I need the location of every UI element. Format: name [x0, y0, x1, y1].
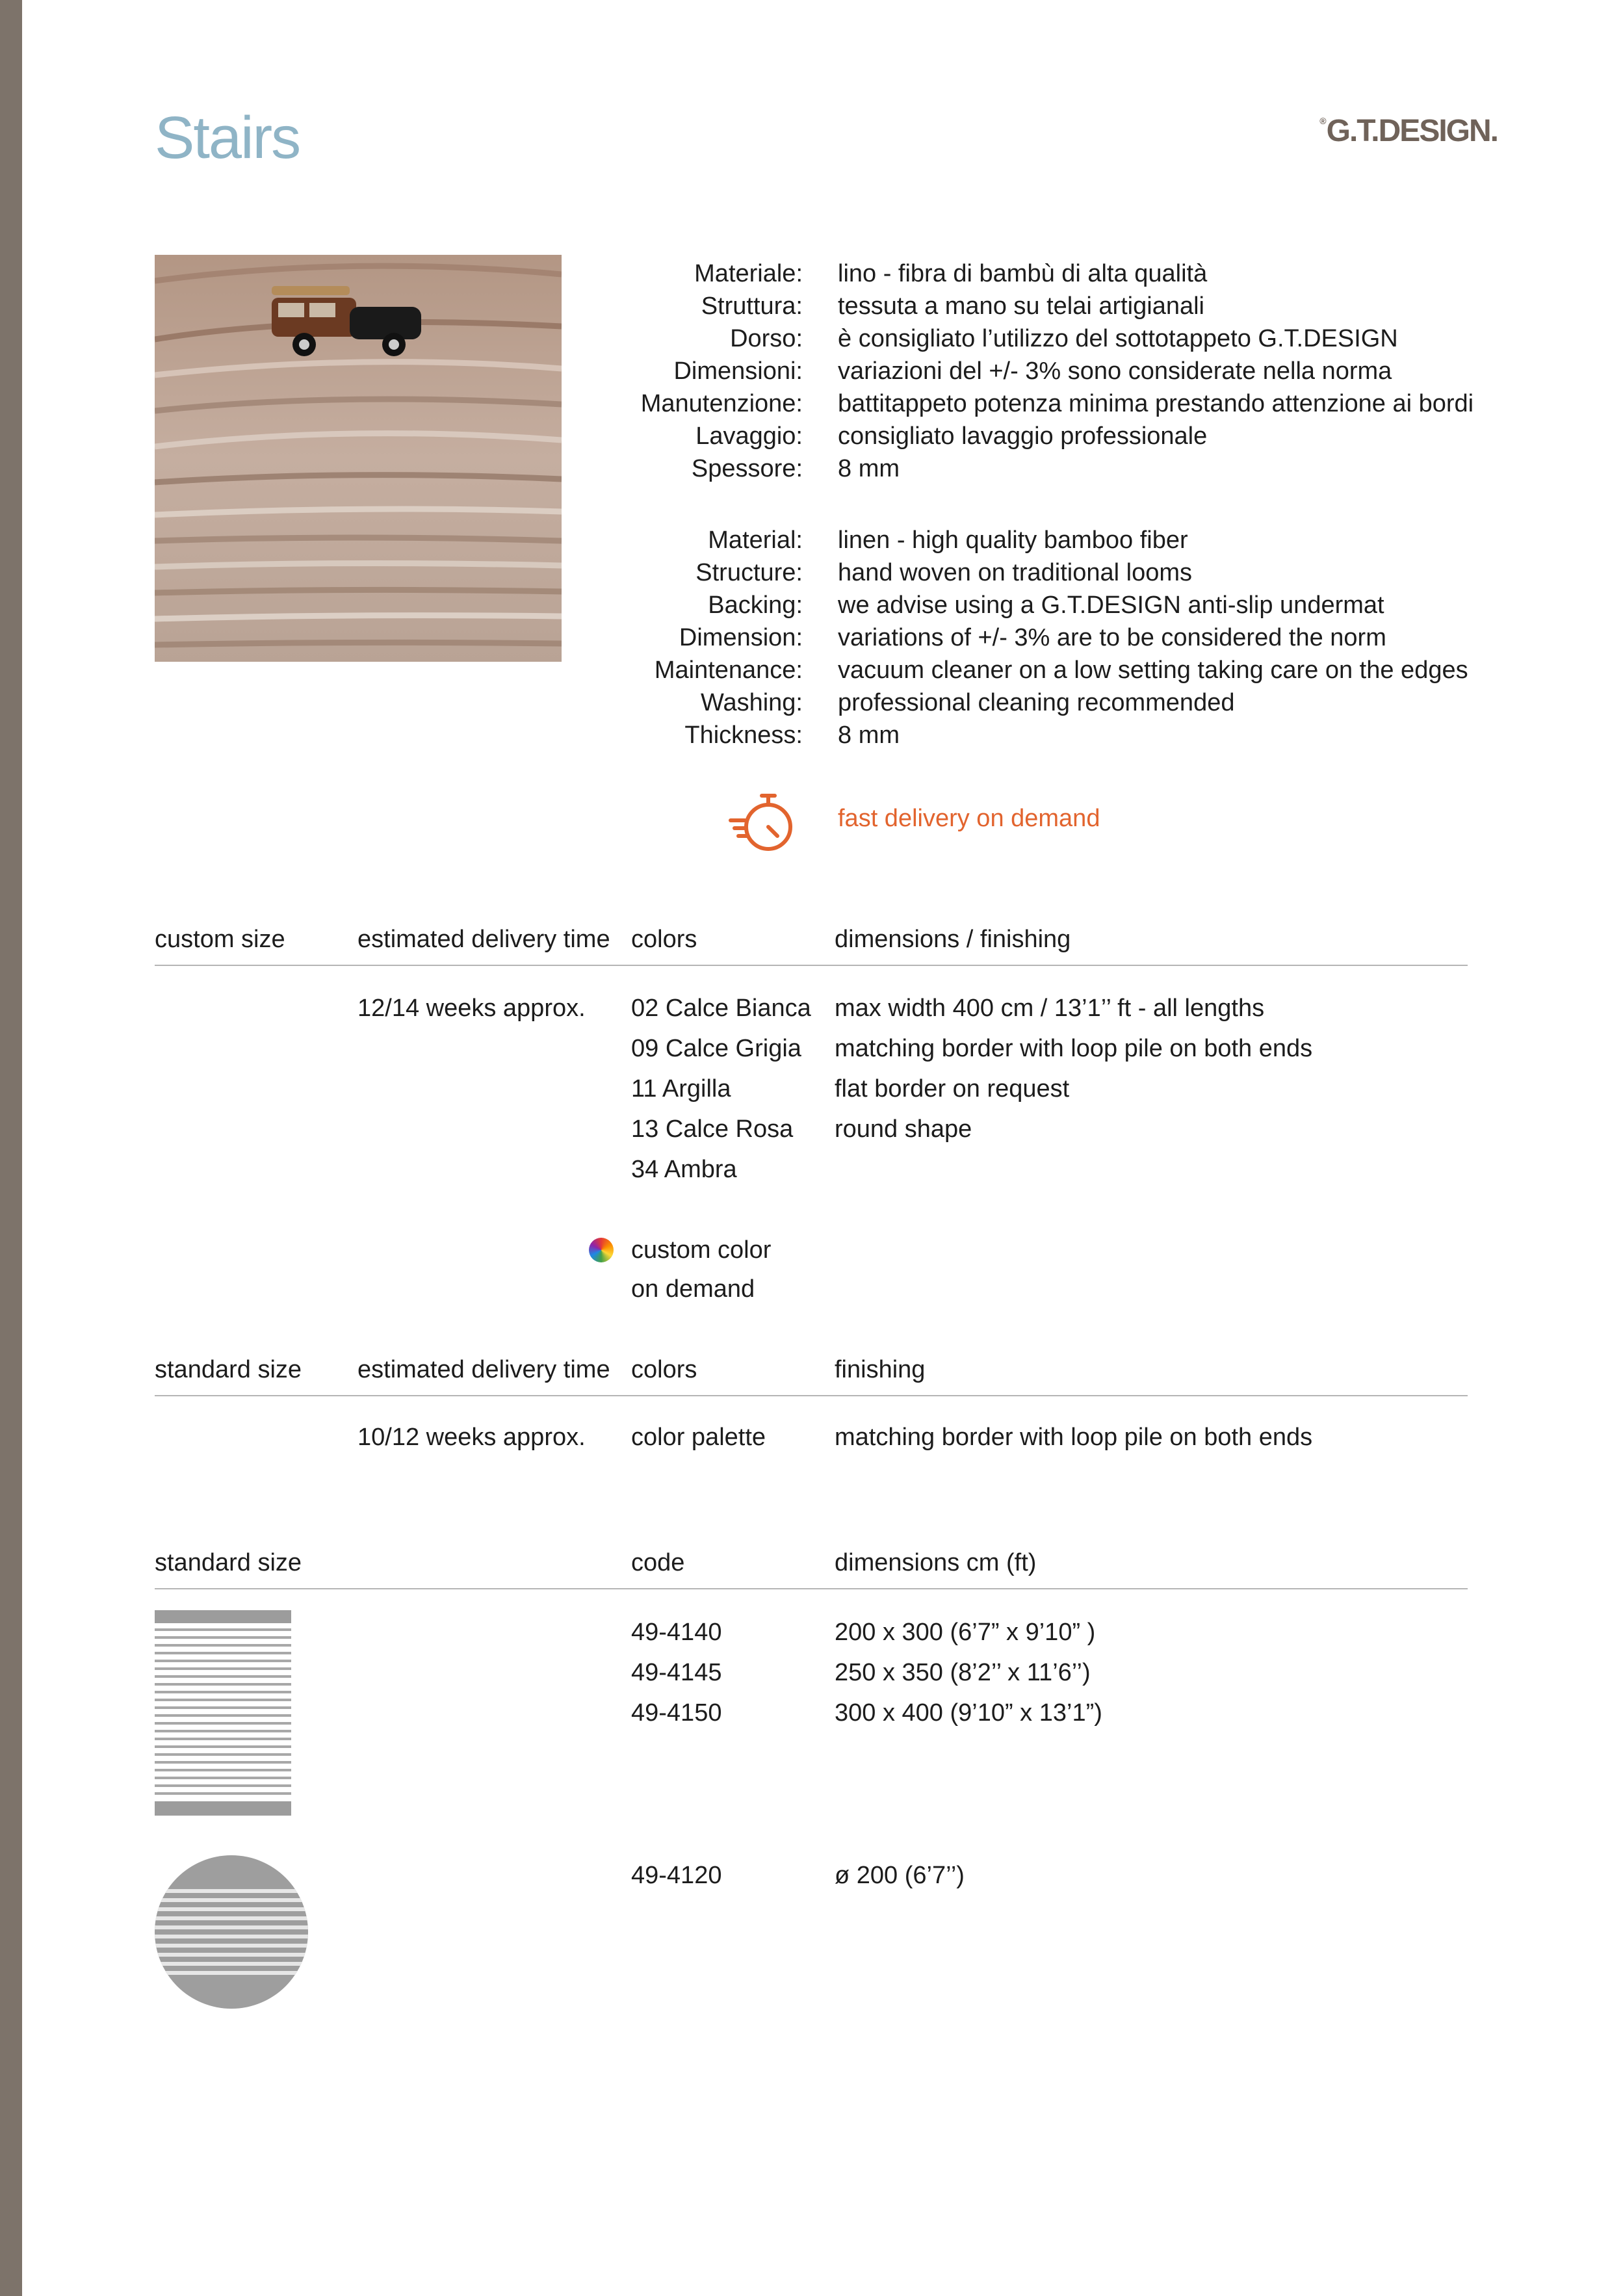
- fast-delivery-text: fast delivery on demand: [838, 805, 1100, 832]
- spec-value: battitappeto potenza minima prestando attenzione ai bordi: [838, 390, 1474, 417]
- spec-label: Struttura:: [701, 293, 803, 320]
- spec-row: [559, 589, 1482, 621]
- specs-italian: [559, 257, 1482, 485]
- rectangular-rug-icon: [155, 1610, 291, 1816]
- header-dimensions-finishing: dimensions / finishing: [835, 926, 1071, 953]
- size-code: 49-4150: [631, 1699, 722, 1727]
- size-dimension: 300 x 400 (9’10” x 13’1”): [835, 1699, 1102, 1727]
- standard-size-header: [155, 1356, 1468, 1396]
- spec-label: Dimensioni:: [673, 358, 803, 385]
- header-delivery-time: estimated delivery time: [357, 1356, 610, 1383]
- standard-delivery-time: 10/12 weeks approx.: [357, 1424, 586, 1451]
- size-code: 49-4140: [631, 1619, 722, 1646]
- spec-row: [559, 420, 1482, 452]
- color-item: 02 Calce Bianca: [631, 995, 811, 1022]
- custom-finishing-list: [835, 988, 1312, 1149]
- finishing-item: round shape: [835, 1115, 972, 1143]
- custom-color-note: [631, 1231, 771, 1309]
- size-code: 49-4145: [631, 1659, 722, 1686]
- spec-row: [559, 556, 1482, 589]
- finishing-item: matching border with loop pile on both ends: [835, 1035, 1313, 1062]
- spec-label: Materiale:: [694, 260, 803, 287]
- spec-row: [559, 524, 1482, 556]
- spec-row: [559, 654, 1482, 686]
- custom-size-header: [155, 926, 1468, 966]
- spec-label: Spessore:: [691, 455, 803, 482]
- standard-finishing: matching border with loop pile on both ends: [835, 1424, 1313, 1451]
- spec-row: [559, 355, 1482, 387]
- custom-color-line: custom color: [631, 1236, 772, 1264]
- page-title: Stairs: [155, 105, 300, 171]
- header-delivery-time: estimated delivery time: [357, 926, 610, 953]
- size-dimension: 250 x 350 (8’2’’ x 11’6’’): [835, 1659, 1091, 1686]
- header-standard-size: standard size: [155, 1356, 302, 1383]
- header-colors: colors: [631, 1356, 697, 1383]
- spec-value: variazioni del +/- 3% sono considerate nella norma: [838, 358, 1392, 385]
- spec-label: Manutenzione:: [640, 390, 803, 417]
- spec-row: [559, 257, 1482, 290]
- side-bar: [0, 0, 22, 2296]
- spec-row: [559, 621, 1482, 654]
- delivery-time-value: 12/14 weeks approx.: [357, 995, 586, 1022]
- custom-colors-list: [631, 988, 811, 1190]
- header-finishing: finishing: [835, 1356, 926, 1383]
- spec-row: [559, 322, 1482, 355]
- header-custom-size: custom size: [155, 926, 285, 953]
- spec-row: [559, 719, 1482, 751]
- color-item: 11 Argilla: [631, 1075, 731, 1102]
- registered-mark: ®: [1319, 116, 1325, 126]
- round-dimension: ø 200 (6’7’’): [835, 1862, 965, 1889]
- rect-codes-list: [631, 1612, 721, 1733]
- spec-label: Backing:: [708, 592, 803, 619]
- color-wheel-icon: [589, 1238, 614, 1262]
- spec-label: Washing:: [701, 689, 803, 716]
- spec-row: [559, 452, 1482, 485]
- color-item: 34 Ambra: [631, 1156, 737, 1183]
- spec-value: professional cleaning recommended: [838, 689, 1235, 716]
- spec-label: Dimension:: [679, 624, 803, 651]
- color-item: 09 Calce Grigia: [631, 1035, 801, 1062]
- spec-value: è consigliato l’utilizzo del sottotappeto G.T.DESIGN: [838, 325, 1398, 352]
- header-standard-size: standard size: [155, 1549, 302, 1576]
- product-photo: [155, 255, 562, 662]
- header-code: code: [631, 1549, 685, 1576]
- finishing-item: flat border on request: [835, 1075, 1070, 1102]
- standard-colors: color palette: [631, 1424, 766, 1451]
- spec-value: variations of +/- 3% are to be considered the norm: [838, 624, 1386, 651]
- spec-label: Thickness:: [684, 722, 803, 749]
- spec-row: [559, 686, 1482, 719]
- spec-value: 8 mm: [838, 455, 900, 482]
- brand-logo: [1319, 113, 1498, 149]
- spec-value: we advise using a G.T.DESIGN anti-slip undermat: [838, 592, 1384, 619]
- round-rug-icon: [155, 1855, 308, 2009]
- color-item: 13 Calce Rosa: [631, 1115, 794, 1143]
- rect-dimensions-list: [835, 1612, 1102, 1733]
- custom-delivery-time: [357, 988, 586, 1028]
- spec-row: [559, 387, 1482, 420]
- custom-color-line: on demand: [631, 1275, 755, 1303]
- spec-value: hand woven on traditional looms: [838, 559, 1193, 586]
- spec-value: linen - high quality bamboo fiber: [838, 527, 1188, 554]
- finishing-item: max width 400 cm / 13’1’’ ft - all lengths: [835, 995, 1265, 1022]
- spec-label: Dorso:: [730, 325, 803, 352]
- logo-text: G.T.DESIGN.: [1326, 114, 1498, 148]
- sizes-header: [155, 1549, 1468, 1589]
- header-dimensions: dimensions cm (ft): [835, 1549, 1037, 1576]
- stopwatch-icon: [728, 792, 799, 857]
- spec-label: Maintenance:: [654, 657, 803, 684]
- spec-label: Material:: [708, 527, 803, 554]
- specs-english: [559, 524, 1482, 751]
- spec-value: lino - fibra di bambù di alta qualità: [838, 260, 1208, 287]
- spec-value: tessuta a mano su telai artigianali: [838, 293, 1204, 320]
- spec-label: Lavaggio:: [695, 423, 803, 450]
- spec-value: 8 mm: [838, 722, 900, 749]
- spec-row: [559, 290, 1482, 322]
- spec-label: Structure:: [695, 559, 803, 586]
- size-dimension: 200 x 300 (6’7” x 9’10” ): [835, 1619, 1096, 1646]
- spec-value: consigliato lavaggio professionale: [838, 423, 1208, 450]
- header-colors: colors: [631, 926, 697, 953]
- round-code: 49-4120: [631, 1862, 722, 1889]
- spec-value: vacuum cleaner on a low setting taking care on the edges: [838, 657, 1468, 684]
